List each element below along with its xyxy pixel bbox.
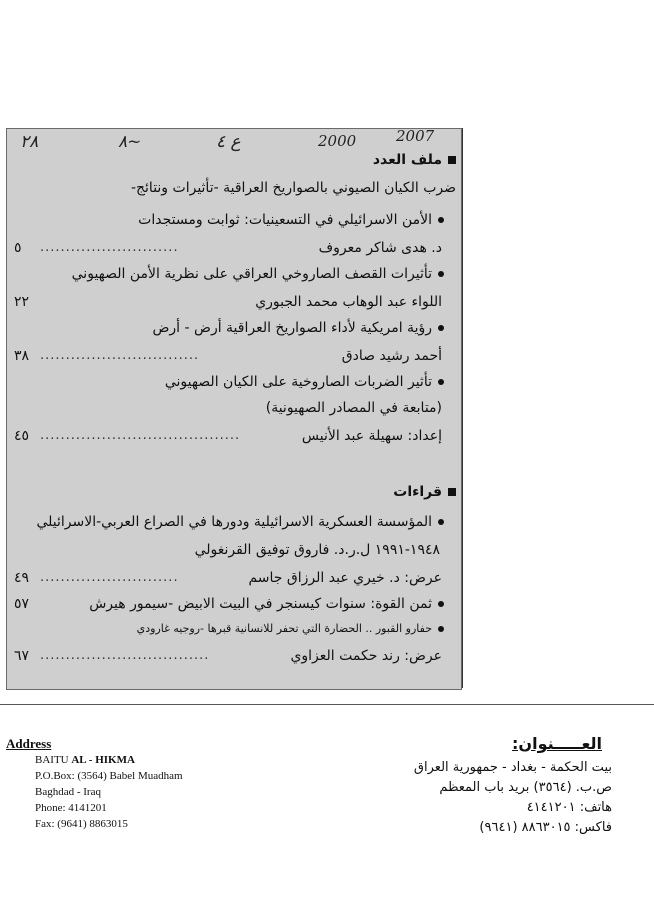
entry-title-text: ثمن القوة: سنوات كيسنجر في البيت الابيض -سيمور هيرش bbox=[89, 596, 432, 612]
address-line: Phone: 4141201 bbox=[35, 802, 107, 814]
bullet-icon bbox=[438, 601, 444, 607]
toc-entry-subtitle: (متابعة في المصادر الصهيونية) bbox=[265, 400, 442, 416]
toc-entry-author: د. هدى شاكر معروف bbox=[318, 240, 442, 256]
leader-dots: ........................... bbox=[40, 240, 179, 255]
toc-entry-title bbox=[36, 514, 444, 530]
handwritten-note: 2000 bbox=[318, 132, 357, 150]
bullet-icon bbox=[438, 217, 444, 223]
toc-entry-author: إعداد: سهيلة عبد الأنيس bbox=[301, 428, 442, 444]
bullet-icon bbox=[438, 271, 444, 277]
toc-entry-title bbox=[89, 596, 444, 612]
entry-title-text: تأثير الضربات الصاروخية على الكيان الصهيوني bbox=[164, 374, 432, 390]
page-number: ٥٧ bbox=[14, 596, 30, 612]
address-line bbox=[35, 754, 135, 766]
arabic-address-line: بيت الحكمة - بغداد - جمهورية العراق bbox=[413, 760, 612, 775]
arabic-address-line: فاكس: ٨٨٦٣٠١٥ (٩٦٤١) bbox=[479, 820, 612, 835]
entry-title-text: تأثيرات القصف الصاروخي العراقي على نظرية الأمن الصهيوني bbox=[71, 266, 432, 282]
entry-title-text: المؤسسة العسكرية الاسرائيلية ودورها في الصراع العربي-الاسرائيلي bbox=[36, 514, 432, 530]
address-name-part: BAITU bbox=[35, 754, 69, 766]
bullet-icon bbox=[438, 519, 444, 525]
section-heading-text: قراءات bbox=[393, 484, 442, 500]
toc-entry-title bbox=[165, 374, 444, 390]
square-bullet-icon bbox=[448, 156, 456, 164]
page-number: ٦٧ bbox=[14, 648, 30, 664]
entry-title-text: الأمن الاسرائيلي في التسعينيات: ثوابت ومستجدات bbox=[138, 212, 432, 228]
divider bbox=[0, 704, 654, 705]
leader-dots: ....................................... bbox=[40, 428, 241, 443]
arabic-address-line: هاتف: ٤١٤١٢٠١ bbox=[526, 800, 612, 815]
toc-entry-subtitle: ١٩٤٨-١٩٩١ ل.ر.د. فاروق توفيق القرنغولي bbox=[194, 542, 440, 558]
leader-dots: ........................... bbox=[40, 570, 179, 585]
section-heading-text: ملف العدد bbox=[372, 152, 442, 168]
entry-title-text: رؤية امريكية لأداء الصواريخ العراقية أرض - أرض bbox=[152, 320, 432, 336]
toc-entry-author: عرض: د. خيري عبد الرزاق جاسم bbox=[248, 570, 442, 586]
toc-entry-title bbox=[72, 266, 444, 282]
page-number: ٤٥ bbox=[14, 428, 30, 444]
vertical-rule bbox=[462, 128, 463, 688]
toc-entry-author: أحمد رشيد صادق bbox=[341, 348, 442, 364]
section-heading bbox=[393, 484, 456, 500]
address-name-part: AL - HIKMA bbox=[71, 754, 135, 766]
section-heading bbox=[373, 152, 456, 168]
toc-entry-author: اللواء عبد الوهاب محمد الجبوري bbox=[255, 294, 442, 310]
handwritten-note: ٨~ bbox=[118, 132, 142, 152]
page-number: ٣٨ bbox=[14, 348, 30, 364]
address-line: Baghdad - Iraq bbox=[35, 786, 101, 798]
handwritten-note: ع ٤ bbox=[216, 132, 241, 152]
page-number: ٤٩ bbox=[14, 570, 30, 586]
page-number: ٢٢ bbox=[14, 294, 30, 310]
toc-entry-title bbox=[137, 622, 444, 635]
bullet-icon bbox=[438, 379, 444, 385]
square-bullet-icon bbox=[448, 488, 456, 496]
handwritten-note: 2007 bbox=[396, 127, 435, 145]
arabic-address-title: العـــــنوان: bbox=[512, 734, 602, 753]
toc-entry-title bbox=[138, 212, 444, 228]
toc-entry-title bbox=[152, 320, 444, 336]
bullet-icon bbox=[438, 626, 444, 632]
address-line: P.O.Box: (3564) Babel Muadham bbox=[35, 770, 183, 782]
leader-dots: ............................... bbox=[40, 348, 200, 363]
toc-entry-author: عرض: رند حكمت العزاوي bbox=[290, 648, 442, 664]
page-number: ٥ bbox=[14, 240, 22, 256]
section-title: ضرب الكيان الصيوني بالصواريخ العراقية -تأثيرات ونتائج- bbox=[130, 180, 456, 196]
address-line: Fax: (9641) 8863015 bbox=[35, 818, 128, 830]
entry-title-text: حفارو القبور .. الحضارة التي تحفر للانسانية قبرها -روجيه غارودي bbox=[136, 622, 432, 635]
bullet-icon bbox=[438, 325, 444, 331]
handwritten-note: ٢٨ bbox=[20, 132, 39, 152]
leader-dots: ................................. bbox=[40, 648, 210, 663]
arabic-address-line: ص.ب. (٣٥٦٤) بريد باب المعظم bbox=[439, 780, 612, 795]
address-title: Address bbox=[6, 736, 52, 751]
